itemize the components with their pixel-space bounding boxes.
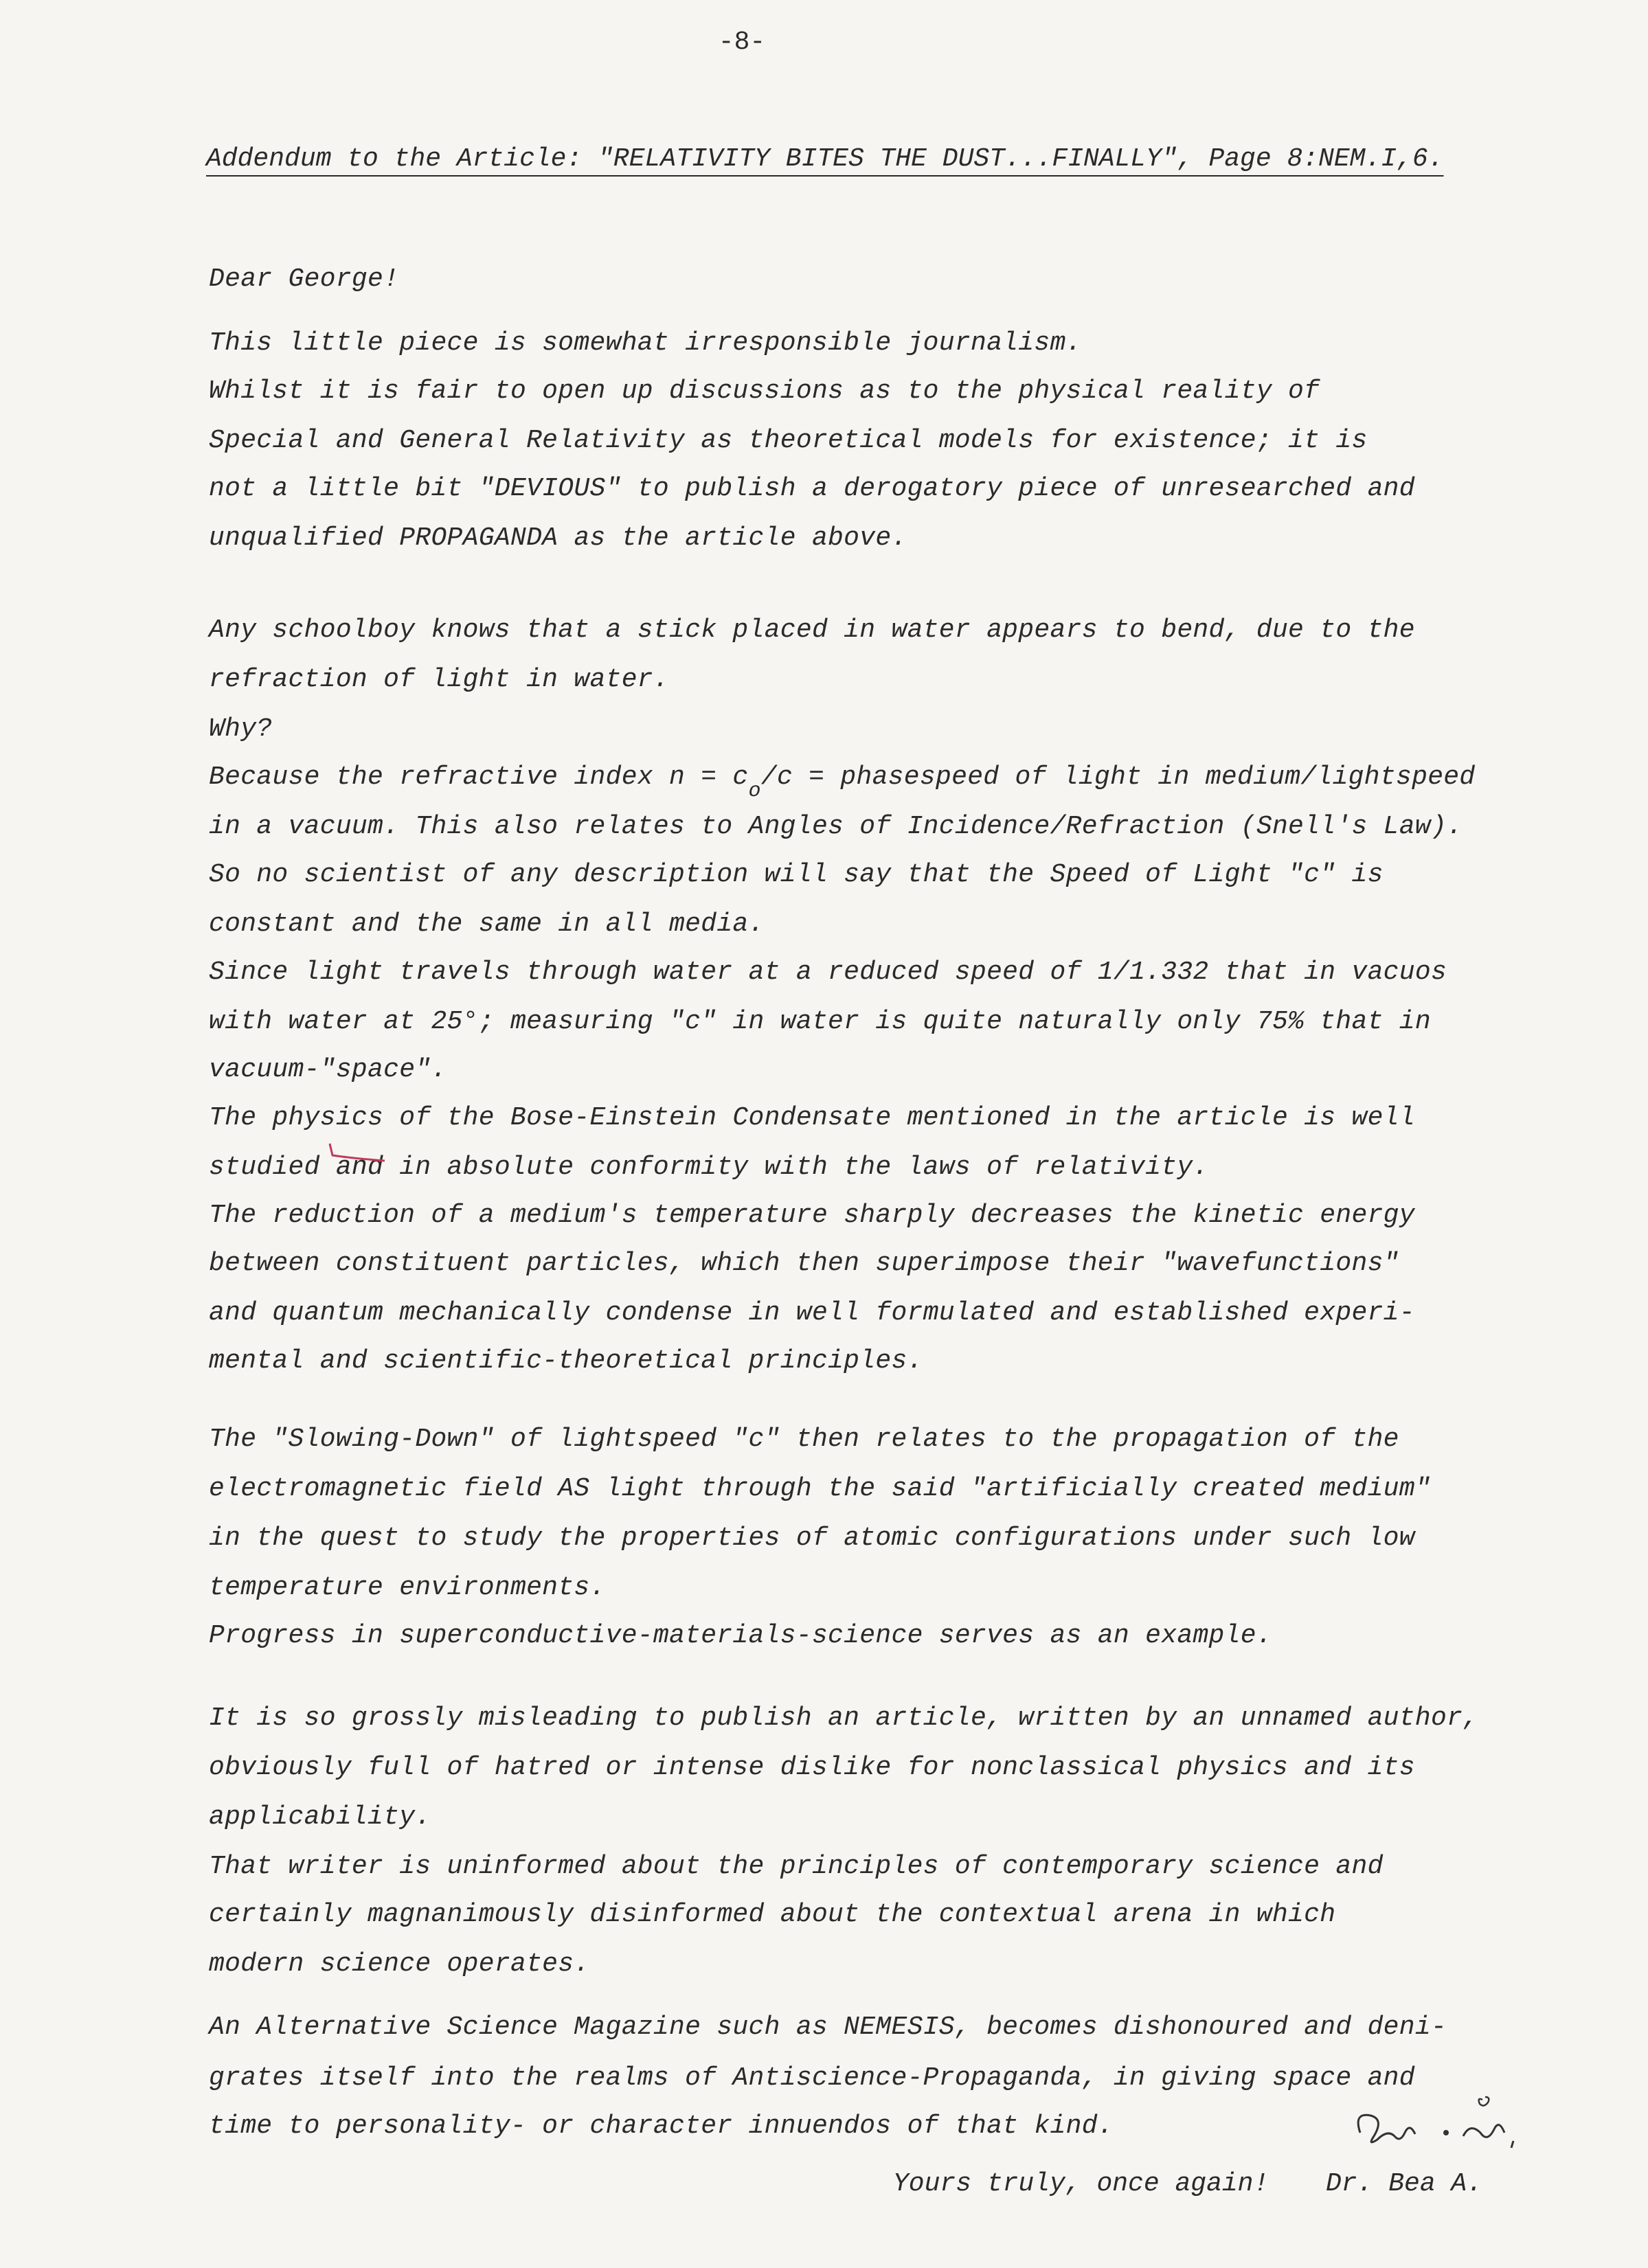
- formula-subscript: o: [748, 780, 761, 803]
- closing-text: Yours truly, once again!: [893, 2169, 1269, 2199]
- paragraph-line: in the quest to study the properties of atomic configurations under such low: [209, 1523, 1415, 1553]
- paragraph-line: Whilst it is fair to open up discussions as to the physical reality of: [209, 376, 1320, 406]
- paragraph-line: That writer is uninformed about the principles of contemporary science and: [209, 1852, 1384, 1881]
- paragraph-line: temperature environments.: [209, 1573, 606, 1602]
- paragraph-line: This little piece is somewhat irresponsible journalism.: [209, 328, 1082, 358]
- paragraph-line: not a little bit "DEVIOUS" to publish a derogatory piece of unresearched and: [209, 474, 1415, 503]
- author-name: Dr. Bea A.: [1326, 2169, 1483, 2199]
- paragraph-line: studied and in absolute conformity with the laws of relativity.: [209, 1153, 1209, 1182]
- paragraph-line: unqualified PROPAGANDA as the article above.: [209, 523, 907, 553]
- paragraph-line: applicability.: [209, 1802, 431, 1832]
- paragraph-line: obviously full of hatred or intense dislike for nonclassical physics and its: [209, 1753, 1415, 1782]
- paragraph-line: Why?: [209, 714, 273, 744]
- handwritten-signature: [1346, 2085, 1518, 2153]
- paragraph-line: in a vacuum. This also relates to Angles of Incidence/Refraction (Snell's Law).: [209, 812, 1463, 841]
- paragraph-line: refraction of light in water.: [209, 665, 670, 694]
- refractive-index-formula: [209, 762, 1476, 803]
- paragraph-line: electromagnetic field AS light through the said "artificially created medium": [209, 1474, 1431, 1504]
- paragraph-line: and quantum mechanically condense in well formulated and established experi-: [209, 1298, 1415, 1328]
- paragraph-line: The physics of the Bose-Einstein Condensate mentioned in the article is well: [209, 1103, 1415, 1133]
- salutation: Dear George!: [209, 264, 400, 294]
- paragraph-line: The reduction of a medium's temperature sharply decreases the kinetic energy: [209, 1201, 1415, 1230]
- paragraph-line: So no scientist of any description will say that the Speed of Light "c" is: [209, 860, 1384, 889]
- formula-text-pre: Because the refractive index n = c: [209, 762, 749, 792]
- paragraph-line: Special and General Relativity as theoretical models for existence; it is: [209, 426, 1368, 455]
- paragraph-line: between constituent particles, which then superimpose their "wavefunctions": [209, 1249, 1399, 1278]
- pen-correction-mark: [323, 1140, 392, 1175]
- page-number: -8-: [718, 27, 766, 57]
- paragraph-line: time to personality- or character innuendos of that kind.: [209, 2111, 1114, 2141]
- paragraph-line: with water at 25°; measuring "c" in water is quite naturally only 75% that in: [209, 1007, 1431, 1036]
- paragraph-line: An Alternative Science Magazine such as NEMESIS, becomes dishonoured and deni-: [209, 2012, 1447, 2042]
- formula-text-post: /c = phasespeed of light in medium/lightspeed: [760, 762, 1476, 792]
- article-header: Addendum to the Article: "RELATIVITY BITES THE DUST...FINALLY", Page 8:NEM.I,6.: [206, 144, 1444, 174]
- paragraph-line: mental and scientific-theoretical principles.: [209, 1346, 923, 1376]
- paragraph-line: The "Slowing-Down" of lightspeed "c" then relates to the propagation of the: [209, 1425, 1399, 1454]
- paragraph-line: Progress in superconductive-materials-science serves as an example.: [209, 1621, 1272, 1651]
- paragraph-line: Any schoolboy knows that a stick placed in water appears to bend, due to the: [209, 615, 1415, 645]
- paragraph-line: certainly magnanimously disinformed about the contextual arena in which: [209, 1900, 1336, 1929]
- paragraph-line: constant and the same in all media.: [209, 909, 765, 939]
- paragraph-line: modern science operates.: [209, 1949, 590, 1979]
- paragraph-line: Since light travels through water at a reduced speed of 1/1.332 that in vacuos: [209, 957, 1447, 987]
- paragraph-line: grates itself into the realms of Antiscience-Propaganda, in giving space and: [209, 2063, 1415, 2093]
- paragraph-line: vacuum-"space".: [209, 1055, 447, 1085]
- paragraph-line: It is so grossly misleading to publish an article, written by an unnamed author,: [209, 1703, 1479, 1733]
